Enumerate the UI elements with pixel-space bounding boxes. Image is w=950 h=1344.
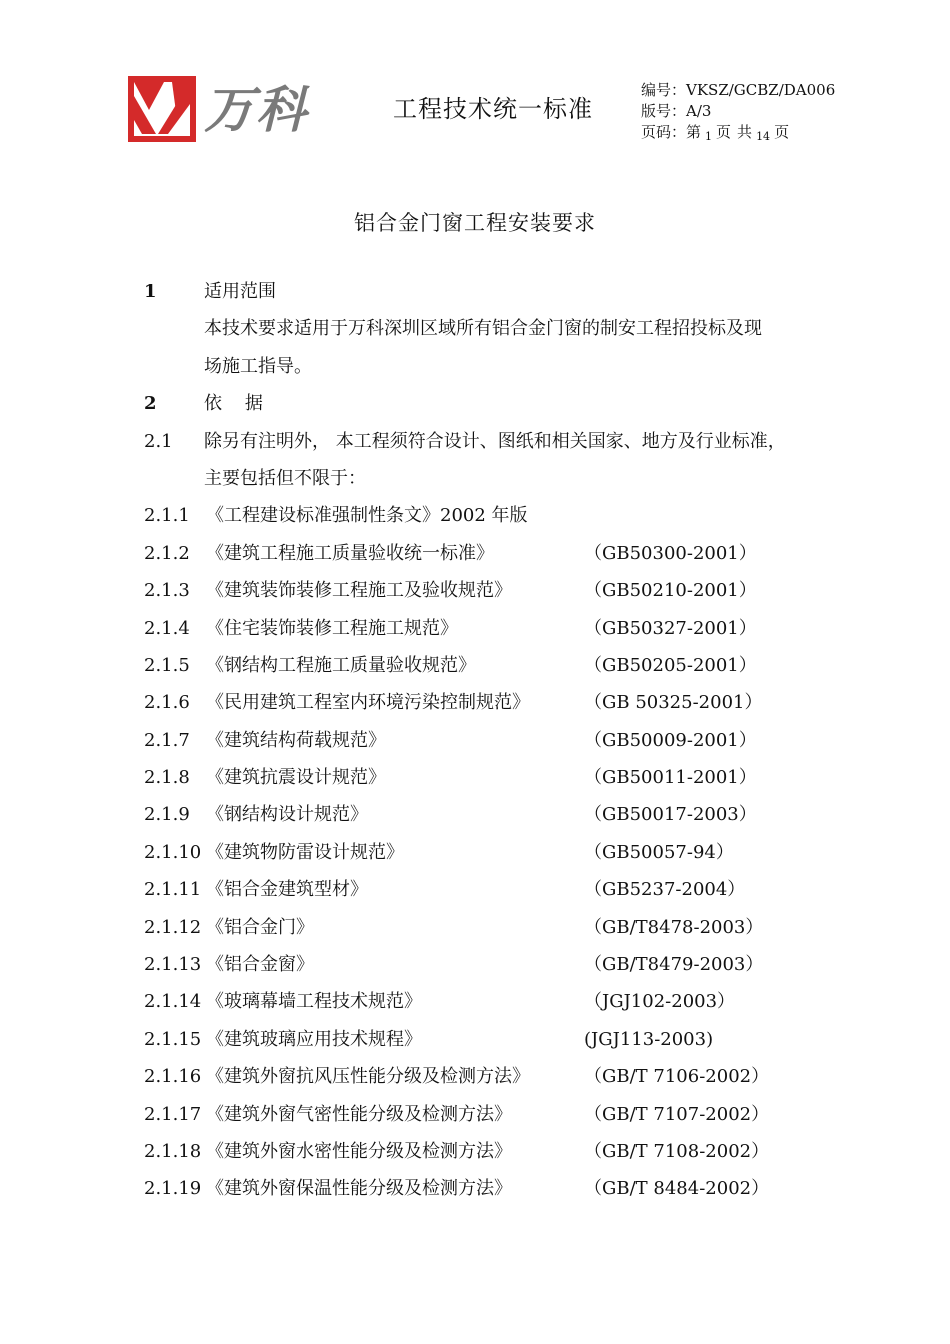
paragraph-text: 除另有注明外， 本工程须符合设计、图纸和相关国家、地方及行业标准， [204, 430, 786, 452]
version-row [641, 101, 835, 122]
logo-text: 万科 [204, 81, 308, 139]
standard-number: 2.1.9 [144, 804, 190, 826]
standard-number: 2.1.10 [144, 841, 202, 863]
standard-code: (JGJ113-2003) [584, 1028, 714, 1050]
standard-code: （GB50011-2001） [584, 767, 757, 789]
section-1-text-line [144, 316, 844, 353]
section-2-1-line [144, 429, 844, 466]
standard-item [144, 765, 844, 802]
standard-code: （GB50205-2001） [584, 654, 757, 676]
standard-code: （GB/T 8484-2002） [584, 1178, 770, 1200]
section-2-heading [144, 391, 844, 428]
standard-item [144, 578, 844, 615]
version-value: A/3 [686, 102, 712, 120]
standard-number: 2.1.15 [144, 1028, 202, 1050]
section-number: 1 [144, 281, 157, 302]
standard-item [144, 728, 844, 765]
standard-name: 《建筑玻璃应用技术规程》 [206, 1028, 422, 1050]
standard-item [144, 503, 844, 540]
standard-code: （JGJ102-2003） [584, 991, 736, 1013]
page-mid1: 页 [716, 123, 732, 141]
standard-number: 2.1.16 [144, 1066, 202, 1088]
standard-number: 2.1.8 [144, 767, 190, 789]
standard-code: （GB50057-94） [584, 841, 734, 863]
standard-item [144, 877, 844, 914]
code-value: VKSZ/GCBZ/DA006 [686, 81, 836, 99]
standard-code: （GB5237-2004） [584, 879, 746, 901]
page-current: 1 [705, 130, 713, 143]
code-label: 编号： [641, 81, 687, 99]
standard-number: 2.1.17 [144, 1103, 202, 1125]
standard-name: 《钢结构工程施工质量验收规范》 [206, 654, 476, 676]
standard-number: 2.1.18 [144, 1140, 202, 1162]
standard-number: 2.1.4 [144, 617, 190, 639]
version-label: 版号： [641, 102, 687, 120]
paragraph-text: 主要包括但不限于： [204, 467, 366, 489]
standard-code: （GB50300-2001） [584, 542, 757, 564]
vanke-logo [128, 76, 348, 146]
standard-item [144, 952, 844, 989]
standard-name: 《建筑工程施工质量验收统一标准》 [206, 542, 494, 564]
standard-item [144, 1139, 844, 1176]
standard-code: （GB/T8479-2003） [584, 954, 764, 976]
standard-number: 2.1.19 [144, 1178, 202, 1200]
standard-name: 《建筑外窗保温性能分级及检测方法》 [206, 1178, 512, 1200]
paragraph-text: 本技术要求适用于万科深圳区域所有铝合金门窗的制安工程招投标及现 [204, 318, 762, 340]
page-label: 页码： [641, 123, 687, 141]
standard-name: 《铝合金窗》 [206, 954, 314, 976]
standard-name: 《建筑外窗抗风压性能分级及检测方法》 [206, 1066, 530, 1088]
standard-name: 《建筑结构荷载规范》 [206, 729, 386, 751]
standard-number: 2.1.5 [144, 654, 190, 676]
standard-name: 《建筑装饰装修工程施工及验收规范》 [206, 580, 512, 602]
standard-code: （GB/T8478-2003） [584, 916, 764, 938]
code-row [641, 80, 835, 101]
standard-item [144, 915, 844, 952]
standard-code: （GB/T 7108-2002） [584, 1140, 770, 1162]
standard-number: 2.1.2 [144, 542, 190, 564]
standard-title: 工程技术统一标准 [393, 95, 593, 123]
standard-item [144, 653, 844, 690]
standard-number: 2.1.7 [144, 729, 190, 751]
standard-item [144, 1102, 844, 1139]
standard-number: 2.1.3 [144, 580, 190, 602]
standard-name: 《铝合金门》 [206, 916, 314, 938]
standard-number: 2.1.14 [144, 991, 202, 1013]
standard-item [144, 616, 844, 653]
standard-item [144, 1064, 844, 1101]
section-title: 依 据 [204, 393, 263, 415]
page-prefix: 第 [686, 123, 702, 141]
page-row [641, 122, 835, 143]
standard-code: （GB50210-2001） [584, 580, 757, 602]
document-meta [641, 80, 835, 143]
document-title: 铝合金门窗工程安装要求 [354, 211, 596, 235]
standard-item [144, 690, 844, 727]
standard-name: 《建筑外窗水密性能分级及检测方法》 [206, 1140, 512, 1162]
standard-name: 《钢结构设计规范》 [206, 804, 368, 826]
page-suffix: 页 [774, 123, 790, 141]
standard-number: 2.1.12 [144, 916, 202, 938]
standard-name: 《住宅装饰装修工程施工规范》 [206, 617, 458, 639]
standard-code: （GB/T 7106-2002） [584, 1066, 770, 1088]
standard-name: 《民用建筑工程室内环境污染控制规范》 [206, 692, 530, 714]
standard-item [144, 1176, 844, 1213]
standard-code: （GB50017-2003） [584, 804, 757, 826]
section-1-heading [144, 279, 844, 316]
standard-item [144, 541, 844, 578]
standard-name: 《建筑物防雷设计规范》 [206, 841, 404, 863]
page-mid2: 共 [737, 123, 753, 141]
standard-item [144, 840, 844, 877]
standard-name: 《铝合金建筑型材》 [206, 879, 368, 901]
standard-number: 2.1.11 [144, 879, 202, 901]
standard-code: （GB 50325-2001） [584, 692, 763, 714]
paragraph-text: 场施工指导。 [204, 355, 312, 377]
standards-list [144, 503, 844, 1213]
standard-name: 《工程建设标准强制性条文》2002 年版 [206, 505, 528, 527]
section-number: 2 [144, 393, 157, 415]
standard-code: （GB50327-2001） [584, 617, 757, 639]
standard-item [144, 989, 844, 1026]
standard-name: 《建筑外窗气密性能分级及检测方法》 [206, 1103, 512, 1125]
section-1-text-line [144, 354, 844, 391]
standard-number: 2.1.6 [144, 692, 190, 714]
standard-name: 《建筑抗震设计规范》 [206, 767, 386, 789]
standard-code: （GB50009-2001） [584, 729, 757, 751]
standard-item [144, 802, 844, 839]
standard-name: 《玻璃幕墙工程技术规范》 [206, 991, 422, 1013]
standard-number: 2.1.1 [144, 505, 190, 527]
section-title: 适用范围 [204, 281, 276, 302]
document-body [144, 279, 844, 1214]
standard-number: 2.1.13 [144, 954, 202, 976]
page-total: 14 [756, 130, 771, 143]
section-number: 2.1 [144, 430, 173, 452]
standard-code: （GB/T 7107-2002） [584, 1103, 770, 1125]
section-2-1-line [144, 466, 844, 503]
standard-item [144, 1027, 844, 1064]
